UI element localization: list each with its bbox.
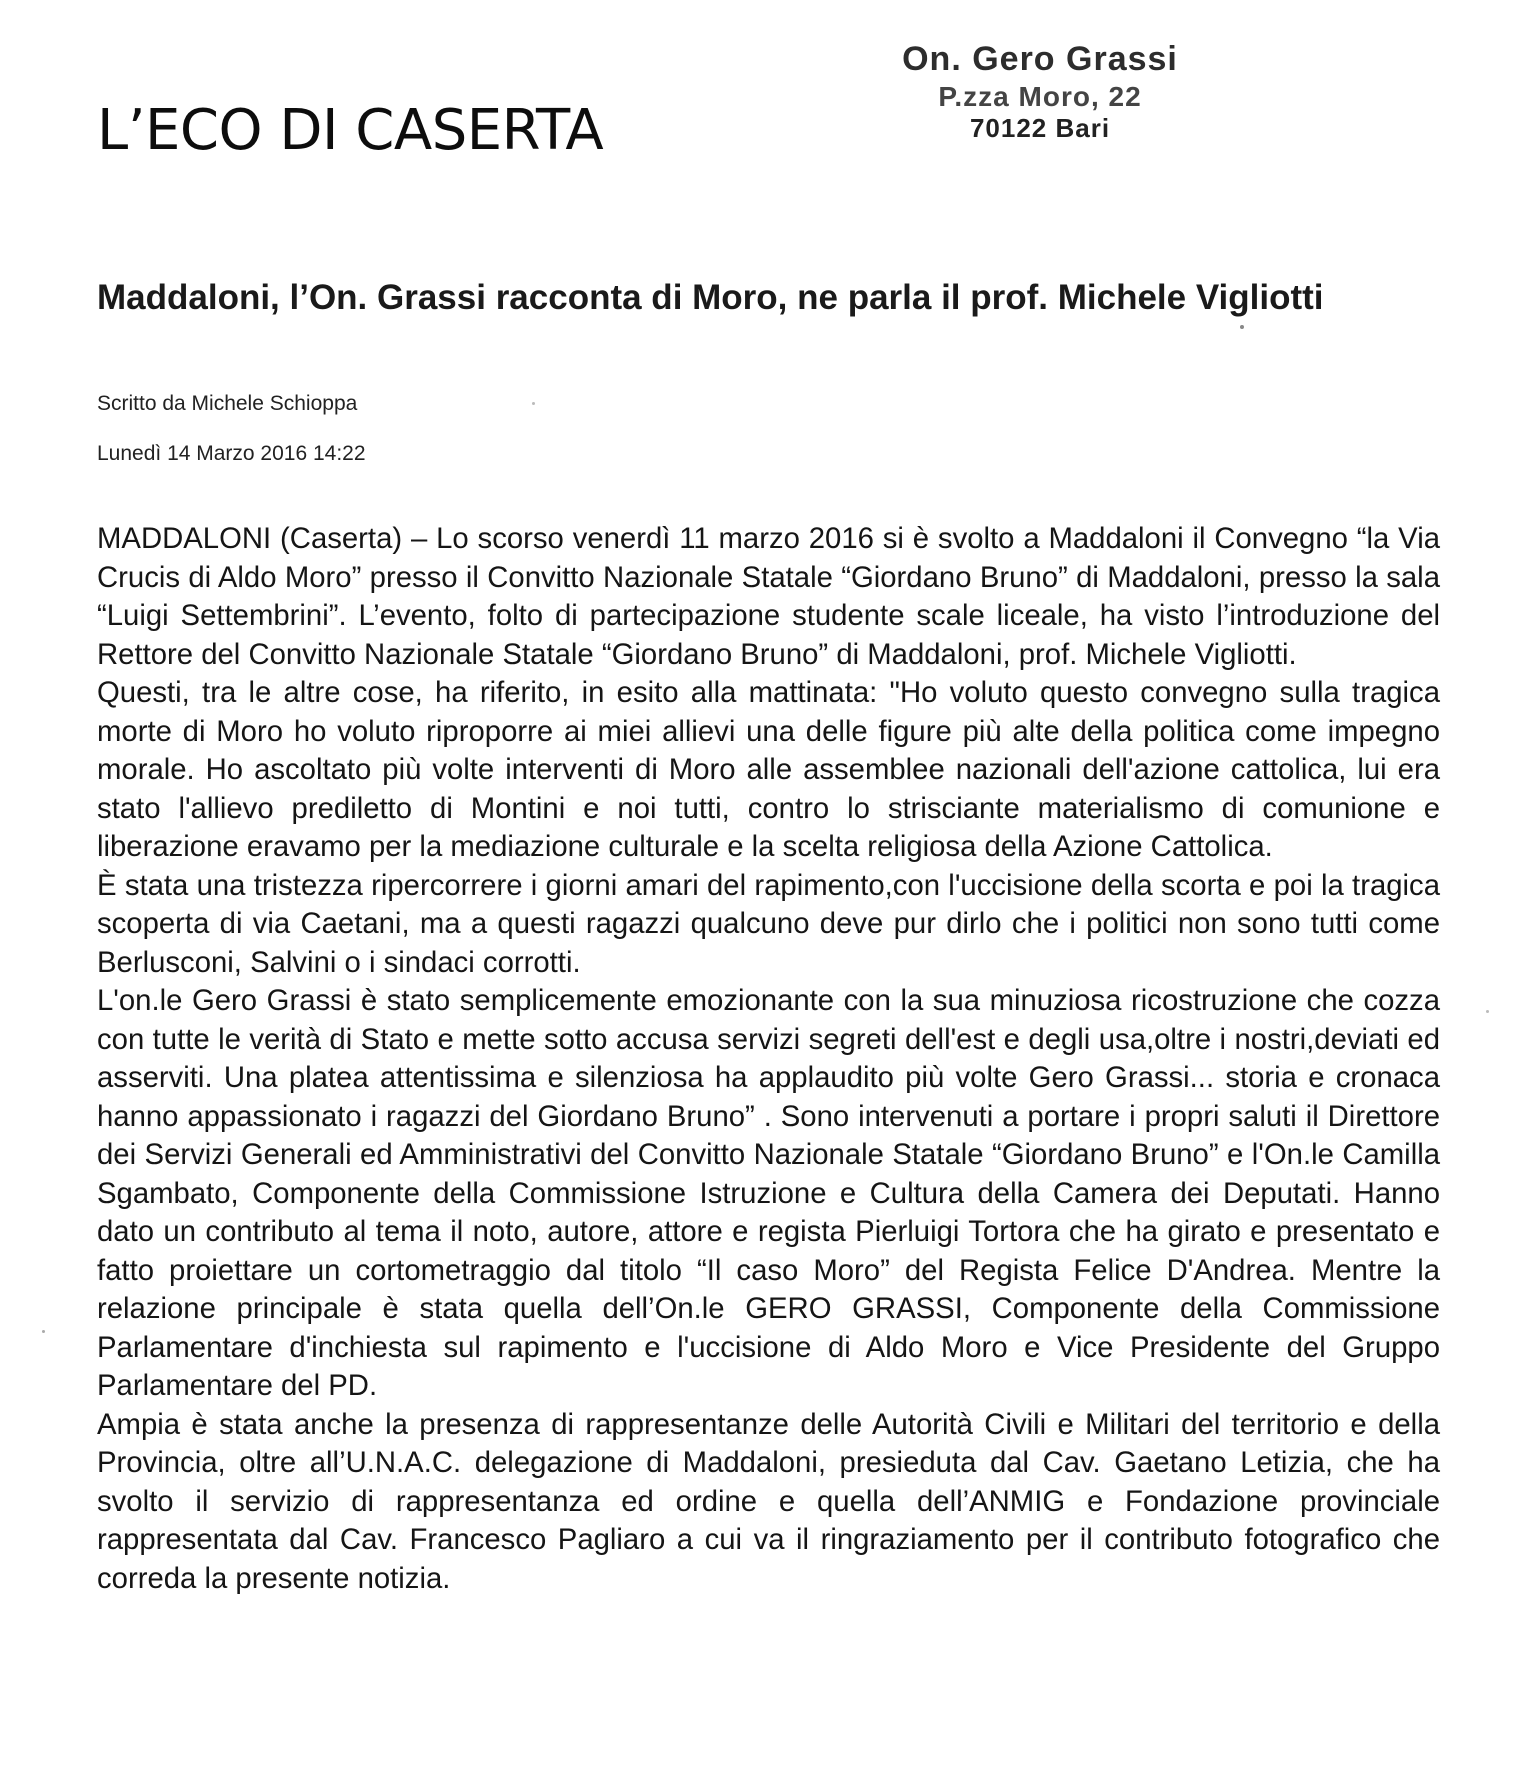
address-stamp — [880, 40, 1200, 144]
article-paragraph: Ampia è stata anche la presenza di rappresentanze delle Autorità Civili e Militari del territorio e della Provincia, oltre all’U.N.A.C. delegazione di Maddaloni, presieduta dal Cav. Gaetano Letizia, che ha svolto il servizio di rappresentanza ed ordine e quella dell’ANMIG e Fondazione provinciale rappresentata dal Cav. Francesco Pagliaro a cui va il ringraziamento per il contributo fotografico che correda la presente notizia. — [97, 1407, 1440, 1595]
article-paragraph: È stata una tristezza ripercorrere i giorni amari del rapimento,con l'uccisione della scorta e poi la tragica scoperta di via Caetani, ma a questi ragazzi qualcuno deve pur dirlo che i politici non sono tutti come Berlusconi, Salvini o i sindaci corrotti. — [97, 868, 1440, 979]
article-headline: Maddaloni, l’On. Grassi racconta di Moro, ne parla il prof. Michele Vigliotti — [97, 278, 1324, 317]
stamp-street: P.zza Moro, 22 — [938, 81, 1142, 112]
stamp-name: On. Gero Grassi — [902, 40, 1178, 78]
scan-speck — [42, 1330, 45, 1333]
scan-speck — [1486, 1010, 1489, 1013]
scan-speck — [1240, 325, 1244, 329]
scan-speck — [532, 402, 535, 405]
article-byline: Scritto da Michele Schioppa — [97, 392, 358, 415]
article-paragraph: Questi, tra le altre cose, ha riferito, in esito alla mattinata: "Ho voluto questo convegno sulla tragica morte di Moro ho voluto riproporre ai miei allievi una delle figure più alte della politica come impegno morale. Ho ascoltato più volte interventi di Moro alle assemblee nazionali dell'azione cattolica, lui era stato l'allievo prediletto di Montini e noi tutti, contro lo strisciante materialismo di comunione e liberazione eravamo per la mediazione culturale e la scelta religiosa della Azione Cattolica. — [97, 676, 1440, 863]
newspaper-masthead: L’ECO DI CASERTA — [97, 98, 604, 163]
article-body — [97, 520, 1440, 1598]
article-paragraph: L'on.le Gero Grassi è stato semplicemente emozionante con la sua minuziosa ricostruzione che cozza con tutte le verità di Stato e mette sotto accusa servizi segreti dell'est e degli usa,oltre i nostri,deviati ed asserviti. Una platea attentissima e silenziosa ha applaudito più volte Gero Grassi... storia e cronaca hanno appassionato i ragazzi del Giordano Bruno” . Sono intervenuti a portare i propri saluti il Direttore dei Servizi Generali ed Amministrativi del Convitto Nazionale Statale “Giordano Bruno” e l'On.le Camilla Sgambato, Componente della Commissione Istruzione e Cultura della Camera dei Deputati. Hanno dato un contributo al tema il noto, autore, attore e regista Pierluigi Tortora che ha girato e presentato e fatto proiettare un cortometraggio dal titolo “Il caso Moro” del Regista Felice D'Andrea. Mentre la relazione principale è stata quella dell’On.le GERO GRASSI, Componente della Commissione Parlamentare d'inchiesta sul rapimento e l'uccisione di Aldo Moro e Vice Presidente del Gruppo Parlamentare del PD. — [97, 984, 1440, 1402]
stamp-city: 70122 Bari — [969, 113, 1111, 143]
article-date: Lunedì 14 Marzo 2016 14:22 — [97, 442, 366, 465]
article-paragraph: MADDALONI (Caserta) – Lo scorso venerdì 11 marzo 2016 si è svolto a Maddaloni il Convegno “la Via Crucis di Aldo Moro” presso il Convitto Nazionale Statale “Giordano Bruno” di Maddaloni, presso la sala “Luigi Settembrini”. L’evento, folto di partecipazione studente scale liceale, ha visto l’introduzione del Rettore del Convitto Nazionale Statale “Giordano Bruno” di Maddaloni, prof. Michele Vigliotti. — [97, 522, 1440, 671]
